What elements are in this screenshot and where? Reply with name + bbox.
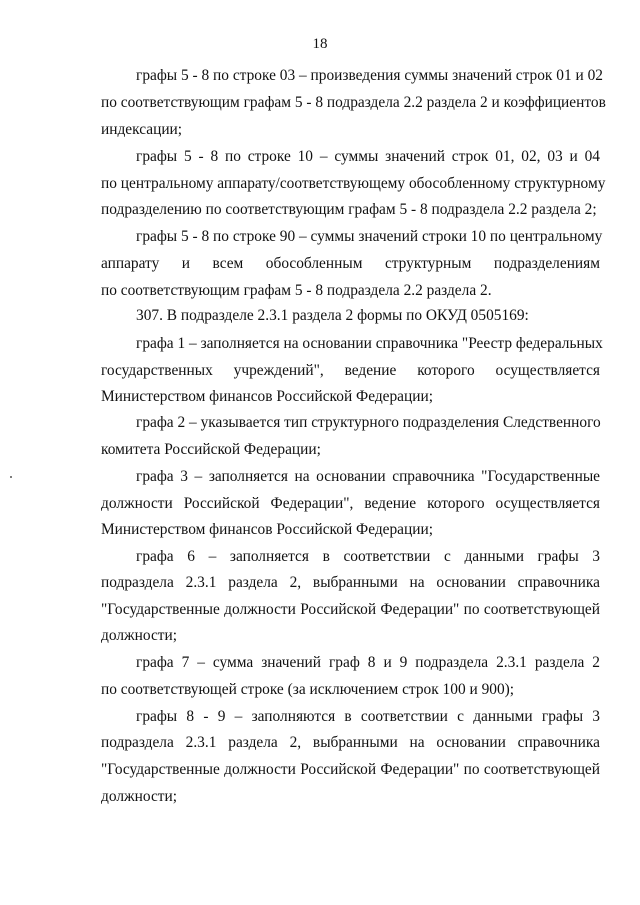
text-line: подраздела 2.3.1 раздела 2, выбранными на основании справочника (101, 574, 600, 591)
text-line: графа 1 – заполняется на основании справочника "Реестр федеральных (136, 335, 603, 352)
text-line: "Государственные должности Российской Федерации" по соответствующей (101, 601, 600, 618)
text-line: графы 5 - 8 по строке 10 – суммы значений строк 01, 02, 03 и 04 (136, 148, 600, 165)
text-line: должности; (101, 627, 178, 644)
text-line: по соответствующим графам 5 - 8 подраздела 2.2 раздела 2 и коэффициентов (101, 94, 606, 111)
text-line: индексации; (101, 121, 183, 138)
text-line: по соответствующей строке (за исключением строк 100 и 900); (101, 681, 515, 698)
text-line: должности Российской Федерации", ведение которого осуществляется (101, 495, 600, 512)
text-line: по соответствующим графам 5 - 8 подраздела 2.2 раздела 2. (101, 282, 492, 299)
text-line: графа 6 – заполняется в соответствии с данными графы 3 (136, 548, 600, 565)
text-line: графа 7 – сумма значений граф 8 и 9 подраздела 2.3.1 раздела 2 (136, 654, 600, 671)
text-line: подразделению по соответствующим графам 5 - 8 подраздела 2.2 раздела 2; (101, 201, 597, 218)
scan-speck (10, 476, 12, 478)
text-line: графы 5 - 8 по строке 03 – произведения суммы значений строк 01 и 02 (136, 67, 603, 84)
text-line: Министерством финансов Российской Федерации; (101, 521, 433, 538)
text-line: должности; (101, 788, 178, 805)
section-heading: 307. В подразделе 2.3.1 раздела 2 формы по ОКУД 0505169: (136, 307, 529, 324)
text-line: по центральному аппарату/соответствующему обособленному структурному (101, 175, 606, 192)
page-number: 18 (312, 36, 328, 52)
text-line: государственных учреждений", ведение которого осуществляется (101, 362, 600, 379)
text-line: подраздела 2.3.1 раздела 2, выбранными на основании справочника (101, 734, 600, 751)
text-line: графа 2 – указывается тип структурного подразделения Следственного (136, 414, 601, 431)
text-line: графы 8 - 9 – заполняются в соответствии с данными графы 3 (136, 708, 600, 725)
text-line: графы 5 - 8 по строке 90 – суммы значений строки 10 по центральному (136, 228, 603, 245)
text-line: графа 3 – заполняется на основании справочника "Государственные (136, 468, 600, 485)
text-line: "Государственные должности Российской Федерации" по соответствующей (101, 761, 600, 778)
text-line: комитета Российской Федерации; (101, 441, 321, 458)
text-line: Министерством финансов Российской Федерации; (101, 388, 433, 405)
text-line: аппарату и всем обособленным структурным подразделениям (101, 255, 600, 272)
